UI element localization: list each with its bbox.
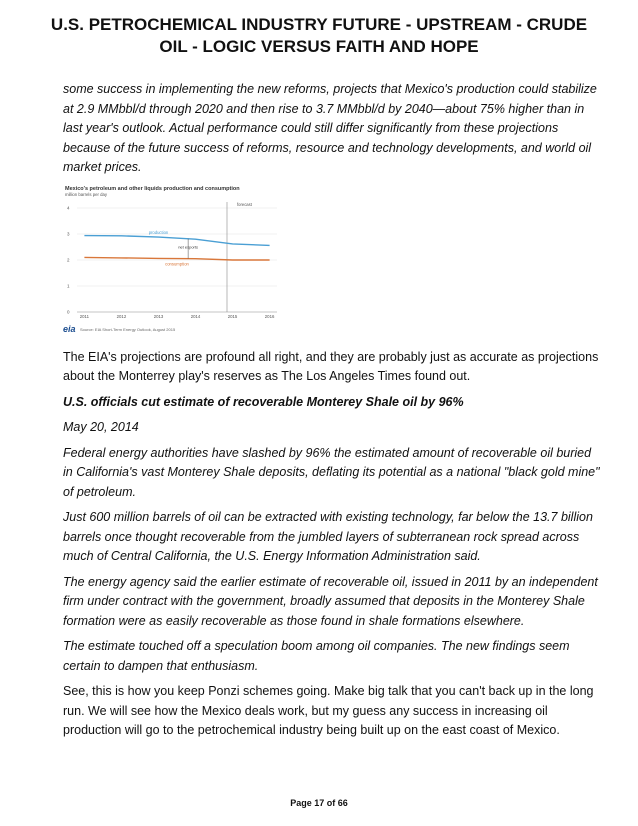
- chart-ylabel: million barrels per day: [65, 191, 108, 197]
- article-paragraph-2: Just 600 million barrels of oil can be extracted with existing technology, far below the 13.7 billion barrels once thought recoverable from the jumbled layers of subterranean rock spread across much of Central California, the U.S. Energy Information Administration said.: [63, 510, 593, 563]
- x-tick-label: 2016: [264, 313, 275, 319]
- x-tick-label: 2014: [190, 313, 201, 319]
- article-paragraph-1: Federal energy authorities have slashed by 96% the estimated amount of recoverable oil buried in California's vast Monterey Shale deposits, deflating its potential as a national "black gold mine" of petroleum.: [63, 445, 600, 499]
- series-line-production: [84, 235, 269, 245]
- document-title: U.S. PETROCHEMICAL INDUSTRY FUTURE - UPSTREAM - CRUDE OIL - LOGIC VERSUS FAITH AND HOPE: [50, 15, 588, 56]
- y-tick-label: 3: [67, 231, 70, 236]
- series-label-production: production: [148, 229, 169, 235]
- y-tick-label: 0: [67, 309, 70, 314]
- paragraph-closing: See, this is how you keep Ponzi schemes going. Make big talk that you can't back up in the long run. We will see how the Mexico deals work, but my guess any success in increasing oil production will go to the petrochemical industry being built up on the east coast of Mexico.: [63, 684, 594, 737]
- paragraph-intro: some success in implementing the new reforms, projects that Mexico's production could stabilize at 2.9 MMbbl/d through 2020 and then rise to 3.7 MMbbl/d by 2040—about 75% higher than in last year's outlook. Actual performance could still differ significantly from these projections because of the future success of reforms, resource and technology developments, and world oil market prices.: [63, 82, 597, 174]
- y-tick-label: 1: [67, 283, 70, 288]
- chart-title: Mexico's petroleum and other liquids production and consumption: [65, 185, 240, 192]
- article-date: May 20, 2014: [63, 420, 139, 434]
- forecast-label: forecast: [237, 201, 252, 207]
- page-content: [63, 80, 603, 747]
- article-headline: U.S. officials cut estimate of recoverable Monterey Shale oil by 96%: [63, 394, 464, 409]
- x-tick-label: 2012: [116, 313, 127, 319]
- eia-logo: eia: [63, 323, 76, 334]
- net-exports-label: net exports: [178, 243, 199, 249]
- chart-svg: [63, 184, 285, 336]
- chart-source: Source: EIA Short-Term Energy Outlook, August 2015: [80, 326, 176, 332]
- article-paragraph-3: The energy agency said the earlier estimate of recoverable oil, issued in 2011 by an independent firm under contract with the government, broadly assumed that deposits in the Monterey Shale formation were as easily recoverable as those found in shale formations elsewhere.: [63, 574, 598, 628]
- paragraph-eia-projections: The EIA's projections are profound all right, and they are probably just as accurate as projections about the Monterrey play's reserves as The Los Angeles Times found out.: [63, 349, 599, 383]
- y-tick-label: 2: [67, 257, 70, 262]
- production-consumption-chart: [63, 184, 285, 336]
- page-number: Page 17 of 66: [290, 798, 348, 808]
- series-line-consumption: [84, 257, 269, 260]
- x-tick-label: 2013: [153, 313, 164, 319]
- article-paragraph-4: The estimate touched off a speculation boom among oil companies. The new findings seem certain to dampen that enthusiasm.: [63, 639, 570, 673]
- x-tick-label: 2011: [79, 313, 90, 319]
- x-tick-label: 2015: [227, 313, 238, 319]
- y-tick-label: 4: [67, 205, 70, 210]
- series-label-consumption: consumption: [165, 261, 189, 267]
